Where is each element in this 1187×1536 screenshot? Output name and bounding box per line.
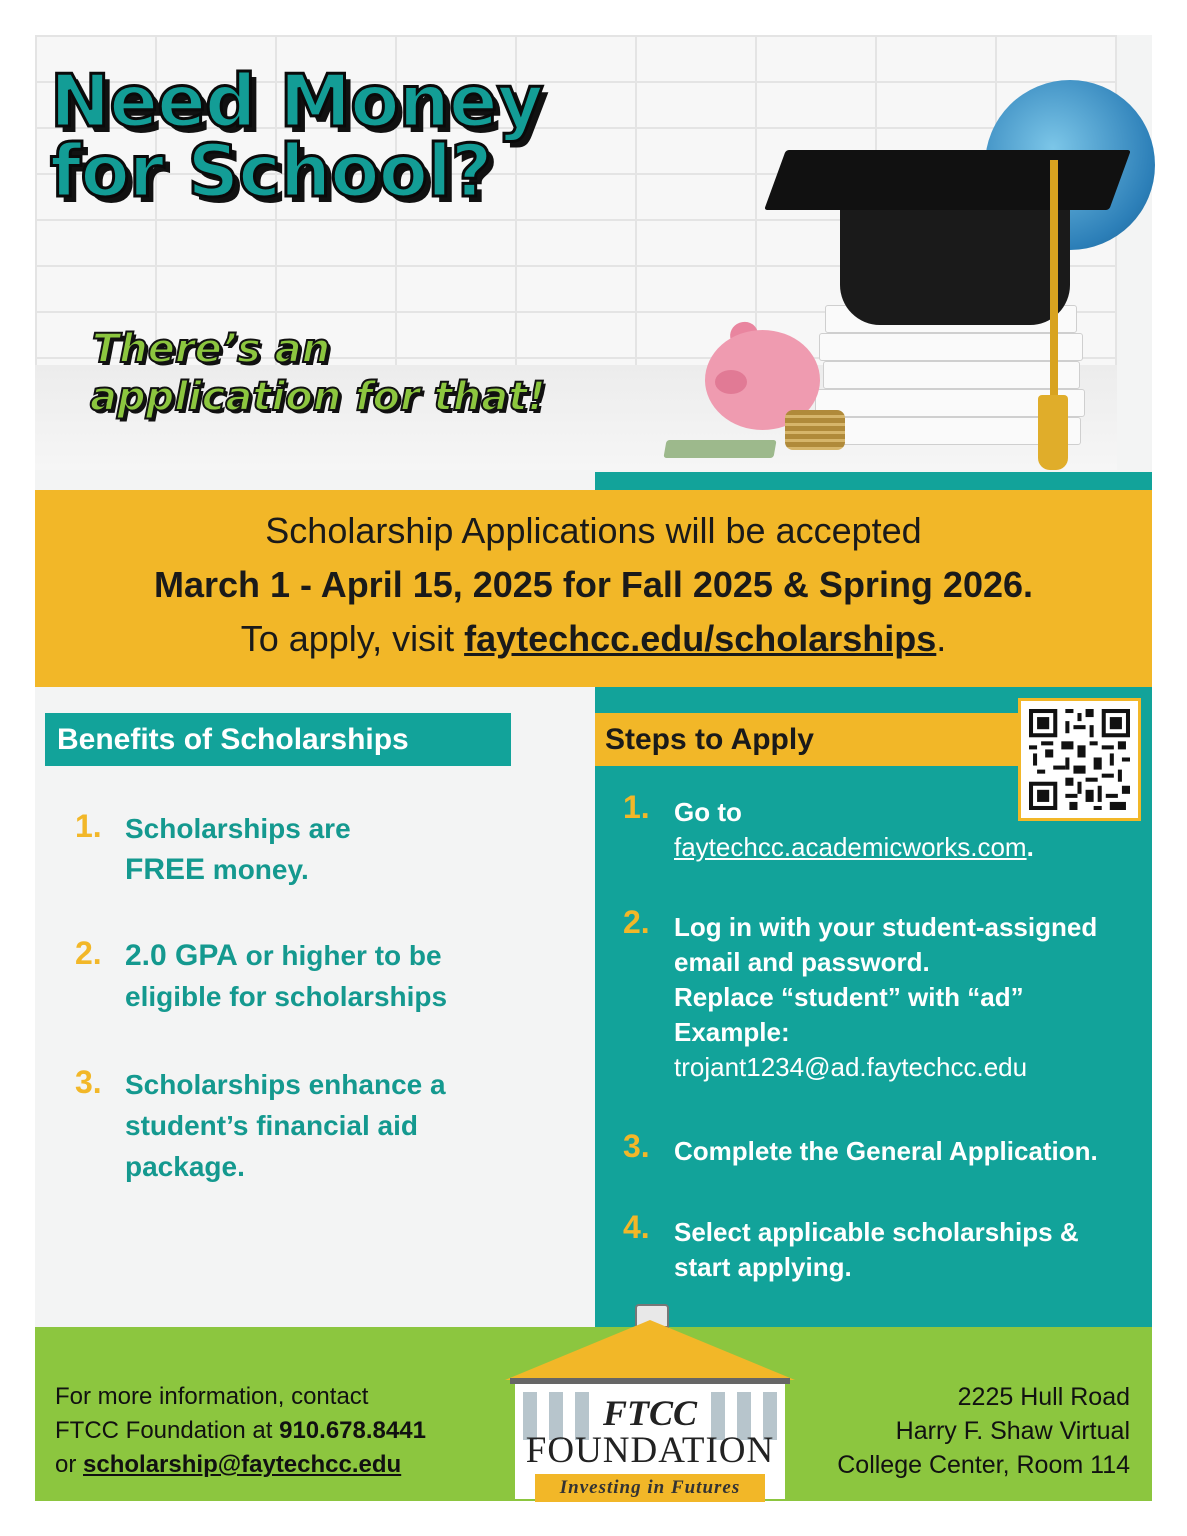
phone-number[interactable]: 910.678.8441 bbox=[279, 1417, 426, 1444]
banner-dates: March 1 - April 15, 2025 for Fall 2025 & Spring 2026. bbox=[153, 564, 1034, 605]
graduation-cap-board bbox=[764, 150, 1131, 210]
logo-ftcc-text: FTCC bbox=[602, 1393, 698, 1433]
benefit-text bbox=[125, 808, 515, 890]
benefit-number: 3. bbox=[75, 1064, 102, 1100]
benefit-text-a: Scholarships are bbox=[125, 813, 351, 844]
step-text bbox=[674, 1134, 1144, 1169]
tassel-cord bbox=[1050, 160, 1058, 410]
contact-line: or bbox=[55, 1451, 84, 1478]
step-number: 1. bbox=[623, 789, 650, 825]
step-line: Example: bbox=[674, 1017, 790, 1047]
benefit-text-b: or higher to be eligible for scholarships bbox=[125, 940, 448, 1012]
banner-period: . bbox=[936, 618, 947, 659]
benefit-number: 1. bbox=[75, 808, 102, 844]
step-text bbox=[674, 910, 1144, 1085]
banner-line-3 bbox=[35, 618, 1152, 660]
step-line: Go to bbox=[674, 797, 742, 827]
step-number: 4. bbox=[623, 1209, 650, 1245]
logo-body bbox=[515, 1384, 785, 1499]
academicworks-link[interactable]: faytechcc.academicworks.com bbox=[674, 832, 1027, 862]
step-line: start applying. bbox=[674, 1252, 852, 1282]
contact-line: For more information, contact bbox=[55, 1383, 369, 1410]
application-dates-banner bbox=[35, 490, 1152, 687]
cash-icon bbox=[663, 440, 776, 458]
coins-icon bbox=[785, 410, 845, 450]
teal-accent-strip bbox=[595, 472, 1152, 490]
ftcc-foundation-logo bbox=[505, 1300, 795, 1500]
step-line: Select applicable scholarships & bbox=[674, 1217, 1079, 1247]
subheadline-line-1: There’s an bbox=[92, 326, 331, 372]
step-line: email and password. bbox=[674, 947, 930, 977]
example-email: trojant1234@ad.faytechcc.edu bbox=[674, 1052, 1028, 1082]
address-line: College Center, Room 114 bbox=[837, 1451, 1130, 1479]
address-line: Harry F. Shaw Virtual bbox=[895, 1417, 1130, 1445]
address-line: 2225 Hull Road bbox=[957, 1383, 1130, 1411]
banner-apply-text: To apply, visit bbox=[240, 618, 465, 659]
step-text bbox=[674, 1215, 1144, 1285]
logo-roof bbox=[505, 1320, 795, 1380]
step-suffix: . bbox=[1026, 832, 1034, 862]
subheadline-line-2: application for that! bbox=[90, 374, 546, 420]
headline-line-2: for School? bbox=[50, 129, 492, 213]
benefit-bold: FREE bbox=[125, 853, 206, 886]
step-line: Complete the General Application. bbox=[674, 1136, 1098, 1166]
benefit-text-b: money. bbox=[205, 854, 309, 885]
tassel bbox=[1038, 395, 1068, 470]
logo-foundation-text: FOUNDATION bbox=[525, 1430, 775, 1471]
headline bbox=[50, 59, 543, 213]
step-text bbox=[674, 795, 1144, 865]
steps-heading: Steps to Apply bbox=[595, 713, 1035, 766]
step-line: Log in with your student-assigned bbox=[674, 912, 1098, 942]
subheadline bbox=[92, 325, 546, 421]
contact-info bbox=[55, 1380, 505, 1482]
step-number: 3. bbox=[623, 1128, 650, 1164]
banner-line-1: Scholarship Applications will be accepted bbox=[265, 510, 922, 551]
benefit-bold: 2.0 GPA bbox=[125, 939, 238, 972]
address-block bbox=[790, 1380, 1130, 1482]
step-number: 2. bbox=[623, 904, 650, 940]
logo-tagline: Investing in Futures bbox=[535, 1474, 765, 1502]
benefit-text-a: Scholarships enhance a student’s financial aid package. bbox=[125, 1069, 446, 1182]
contact-line: FTCC Foundation at bbox=[55, 1417, 280, 1444]
benefits-heading: Benefits of Scholarships bbox=[45, 713, 511, 766]
piggy-bank-snout bbox=[715, 370, 747, 394]
benefit-text bbox=[125, 935, 515, 1017]
step-line: Replace “student” with “ad” bbox=[674, 982, 1024, 1012]
benefit-number: 2. bbox=[75, 935, 102, 971]
scholarships-link[interactable]: faytechcc.edu/scholarships bbox=[464, 618, 937, 659]
email-link[interactable]: scholarship@faytechcc.edu bbox=[83, 1451, 402, 1478]
headline-line-1: Need Money bbox=[50, 59, 543, 143]
benefit-text bbox=[125, 1064, 465, 1187]
